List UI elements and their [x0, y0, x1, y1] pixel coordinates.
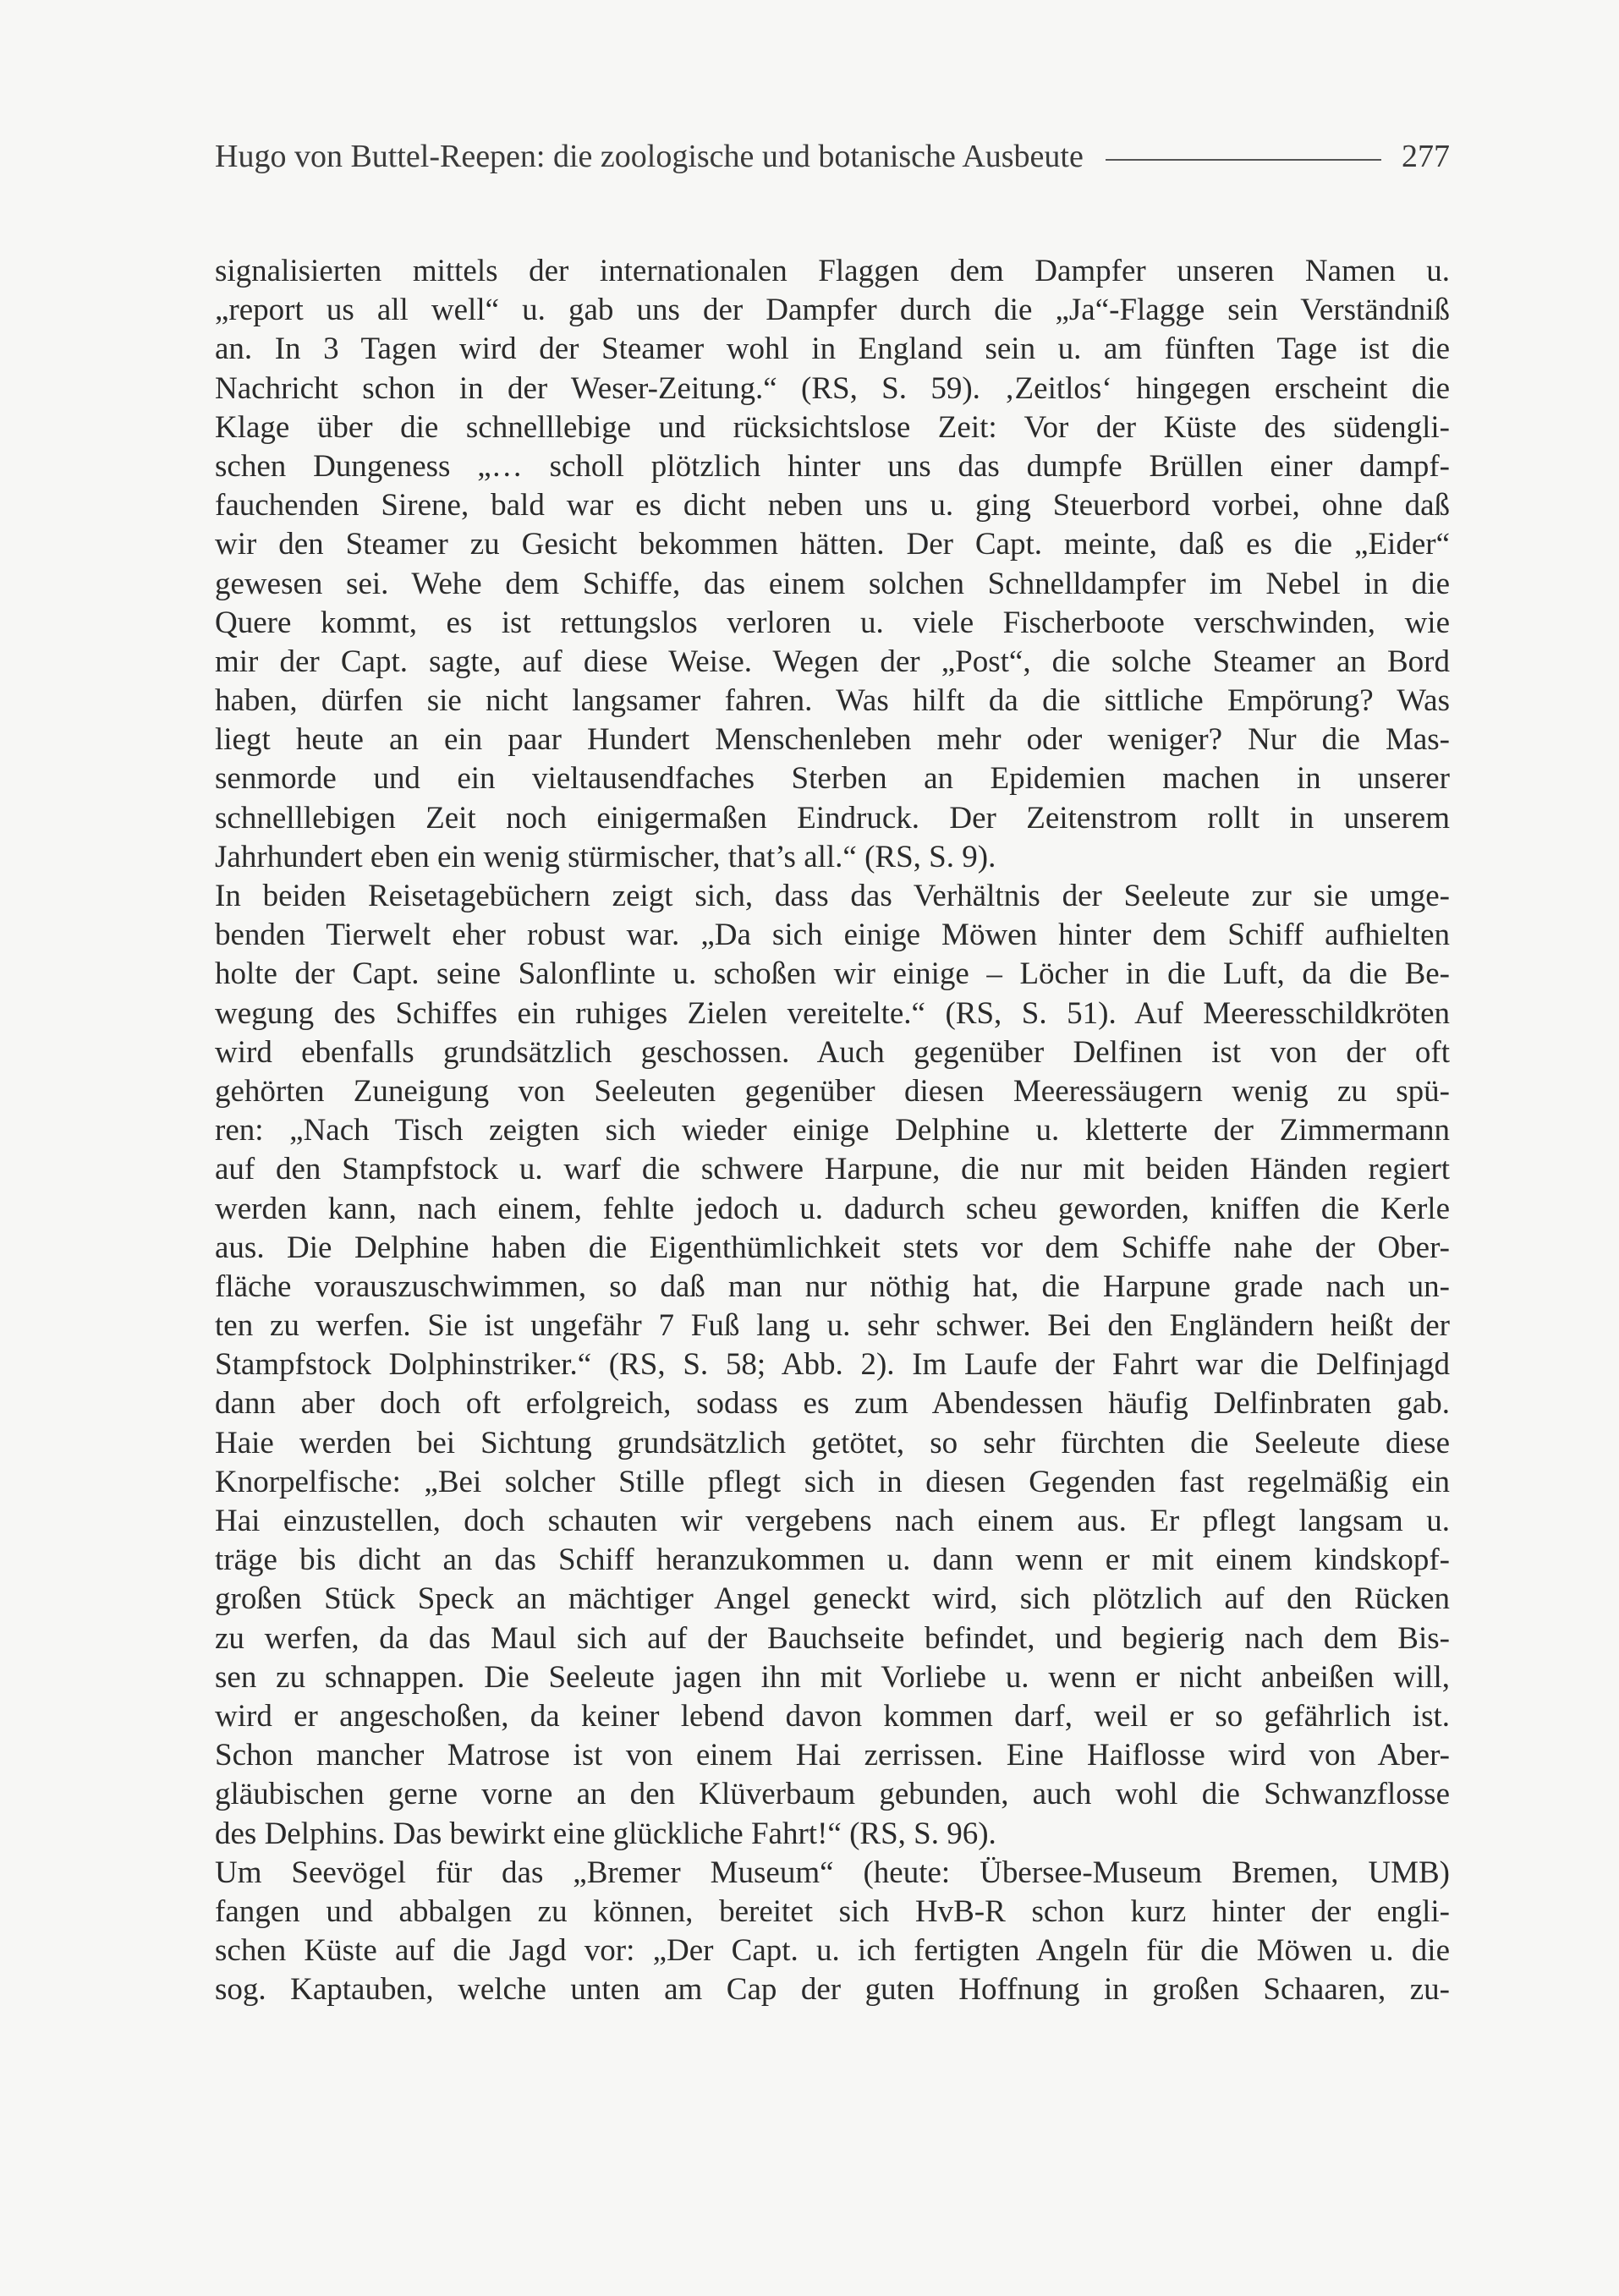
text-line: haben, dürfen sie nicht langsamer fahren. Was hilft da die sittliche Empörung? Was	[215, 683, 1450, 719]
running-header-title: Hugo von Buttel-Reepen: die zoologische und botanische Ausbeute	[215, 139, 1084, 174]
text-line: ten zu werfen. Sie ist ungefähr 7 Fuß lang u. sehr schwer. Bei den Engländern heißt der	[215, 1308, 1450, 1344]
text-line: Quere kommt, es ist rettungslos verloren u. viele Fischerboote verschwinden, wie	[215, 605, 1450, 640]
text-line: ren: „Nach Tisch zeigten sich wieder einige Delphine u. kletterte der Zimmermann	[215, 1113, 1450, 1148]
text-line: gläubischen gerne vorne an den Klüverbaum gebunden, auch wohl die Schwanzflosse	[215, 1777, 1450, 1812]
text-line: signalisierten mittels der internationalen Flaggen dem Dampfer unseren Namen u.	[215, 254, 1450, 288]
text-line: träge bis dicht an das Schiff heranzukommen u. dann wenn er mit einem kindskopf-	[215, 1543, 1450, 1578]
text-line: Stampfstock Dolphinstriker.“ (RS, S. 58; Abb. 2). Im Laufe der Fahrt war die Delfinjagd	[215, 1347, 1450, 1383]
body-text	[215, 252, 1450, 2009]
text-line: fläche vorauszuschwimmen, so daß man nur nöthig hat, die Harpune grade nach un-	[215, 1269, 1450, 1304]
text-line: sen zu schnappen. Die Seeleute jagen ihn mit Vorliebe u. wenn er nicht anbeißen will,	[215, 1659, 1450, 1695]
text-line: werden kann, nach einem, fehlte jedoch u. dadurch scheu geworden, kniffen die Kerle	[215, 1191, 1450, 1226]
text-line: schen Dungeness „… scholl plötzlich hinter uns das dumpfe Brüllen einer dampf-	[215, 448, 1450, 484]
text-line: dann aber doch oft erfolgreich, sodass es zum Abendessen häufig Delfinbraten gab.	[215, 1386, 1450, 1422]
text-line: an. In 3 Tagen wird der Steamer wohl in England sein u. am fünften Tage ist die	[215, 332, 1450, 367]
text-line: senmorde und ein vieltausendfaches Sterben an Epidemien machen in unserer	[215, 761, 1450, 797]
text-line: wir den Steamer zu Gesicht bekommen hätten. Der Capt. meinte, daß es die „Eider“	[215, 527, 1450, 562]
text-line: sog. Kaptauben, welche unten am Cap der guten Hoffnung in großen Schaaren, zu-	[215, 1972, 1450, 2008]
text-line: gewesen sei. Wehe dem Schiffe, das einem solchen Schnelldampfer im Nebel in die	[215, 566, 1450, 601]
text-line: aus. Die Delphine haben die Eigenthümlichkeit stets vor dem Schiffe nahe der Ober-	[215, 1230, 1450, 1265]
text-line: liegt heute an ein paar Hundert Menschenleben mehr oder weniger? Nur die Mas-	[215, 722, 1450, 758]
text-line: Knorpelfische: „Bei solcher Stille pflegt sich in diesen Gegenden fast regelmäßig ein	[215, 1464, 1450, 1499]
running-header	[215, 127, 1450, 186]
text-line: Klage über die schnelllebige und rücksichtslose Zeit: Vor der Küste des südengli-	[215, 409, 1450, 445]
text-line: Schon mancher Matrose ist von einem Hai zerrissen. Eine Haiflosse wird von Aber-	[215, 1738, 1450, 1773]
text-line: benden Tierwelt eher robust war. „Da sich einige Möwen hinter dem Schiff aufhielten	[215, 918, 1450, 953]
text-line: des Delphins. Das bewirkt eine glückliche Fahrt!“ (RS, S. 96).	[215, 1816, 996, 1851]
text-line: großen Stück Speck an mächtiger Angel geneckt wird, sich plötzlich auf den Rücken	[215, 1581, 1450, 1617]
header-rule	[1106, 159, 1381, 161]
text-line: zu werfen, da das Maul sich auf der Bauchseite befindet, und begierig nach dem Bis-	[215, 1620, 1450, 1656]
text-line: gehörten Zuneigung von Seeleuten gegenüber diesen Meeressäugern wenig zu spü-	[215, 1073, 1450, 1109]
text-line: auf den Stampfstock u. warf die schwere Harpune, die nur mit beiden Händen regiert	[215, 1152, 1450, 1187]
text-line: fauchenden Sirene, bald war es dicht neben uns u. ging Steuerbord vorbei, ohne daß	[215, 488, 1450, 523]
text-line: Nachricht schon in der Weser-Zeitung.“ (RS, S. 59). ‚Zeitlos‘ hingegen erscheint die	[215, 370, 1450, 406]
text-line: In beiden Reisetagebüchern zeigt sich, dass das Verhältnis der Seeleute zur sie umge-	[215, 879, 1450, 913]
text-line: Um Seevögel für das „Bremer Museum“ (heute: Übersee-Museum Bremen, UMB)	[215, 1855, 1450, 1890]
text-line: wegung des Schiffes ein ruhiges Zielen vereitelte.“ (RS, S. 51). Auf Meeresschildkröten	[215, 995, 1450, 1031]
text-line: Jahrhundert eben ein wenig stürmischer, that’s all.“ (RS, S. 9).	[215, 839, 996, 874]
text-line: wird ebenfalls grundsätzlich geschossen. Auch gegenüber Delfinen ist von der oft	[215, 1034, 1450, 1070]
page-number: 277	[1402, 139, 1450, 174]
text-line: schen Küste auf die Jagd vor: „Der Capt. u. ich fertigten Angeln für die Möwen u. die	[215, 1933, 1450, 1969]
text-line: wird er angeschoßen, da keiner lebend davon kommen darf, weil er so gefährlich ist.	[215, 1698, 1450, 1734]
text-line: mir der Capt. sagte, auf diese Weise. Wegen der „Post“, die solche Steamer an Bord	[215, 644, 1450, 679]
text-line: Haie werden bei Sichtung grundsätzlich getötet, so sehr fürchten die Seeleute diese	[215, 1425, 1450, 1460]
text-line: holte der Capt. seine Salonflinte u. schoßen wir einige – Löcher in die Luft, da die Be-	[215, 956, 1450, 992]
text-line: „report us all well“ u. gab uns der Dampfer durch die „Ja“-Flagge sein Verständniß	[215, 293, 1450, 328]
text-line: Hai einzustellen, doch schauten wir vergebens nach einem aus. Er pflegt langsam u.	[215, 1504, 1450, 1538]
text-line: fangen und abbalgen zu können, bereitet sich HvB-R schon kurz hinter der engli-	[215, 1893, 1450, 1929]
text-line: schnelllebigen Zeit noch einigermaßen Eindruck. Der Zeitenstrom rollt in unserem	[215, 800, 1450, 836]
